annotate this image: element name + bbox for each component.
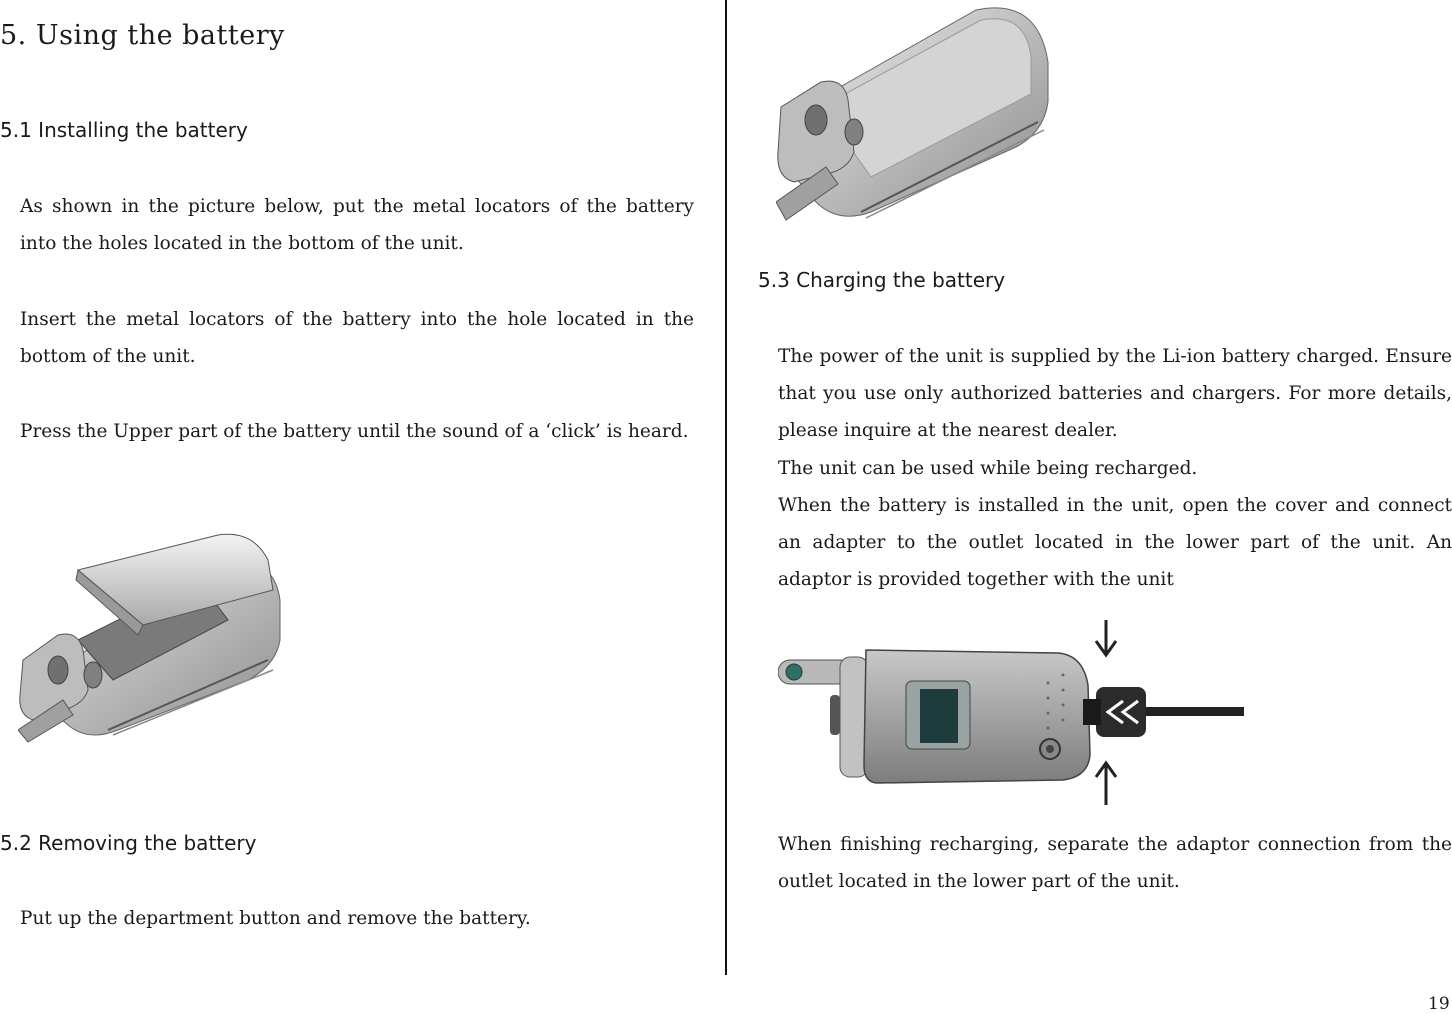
battery-removed-illustration: [776, 2, 1054, 224]
installing-paragraph-3: Press the Upper part of the battery until the sound of a ‘click’ is heard.: [20, 421, 689, 442]
charging-illustration: [778, 615, 1248, 810]
section-heading-installing: 5.1 Installing the battery: [0, 118, 248, 142]
charging-paragraph-3: When the battery is installed in the unit, open the cover and connect an adapter to the outlet located in the lower part of the unit. An adaptor is provided together with the unit: [778, 495, 1452, 590]
section-heading-removing: 5.2 Removing the battery: [0, 831, 257, 855]
page-title: 5. Using the battery: [0, 20, 285, 51]
installing-paragraph-1: As shown in the picture below, put the metal locators of the battery into the holes located in the bottom of the unit.: [20, 196, 694, 254]
battery-install-illustration: [18, 530, 283, 745]
charging-paragraph-2: The unit can be used while being recharged.: [778, 458, 1198, 479]
charging-paragraph-1: The power of the unit is supplied by the Li-ion battery charged. Ensure that you use only authorized batteries and chargers. For more details, please inquire at the nearest dealer.: [778, 346, 1452, 441]
column-divider: [725, 0, 727, 975]
page-number: 19: [1428, 994, 1450, 1014]
installing-paragraph-2: Insert the metal locators of the battery into the hole located in the bottom of the unit.: [20, 309, 694, 367]
section-heading-charging: 5.3 Charging the battery: [758, 268, 1006, 292]
removing-paragraph-1: Put up the department button and remove the battery.: [20, 908, 531, 929]
charging-paragraph-4: When finishing recharging, separate the adaptor connection from the outlet located in the lower part of the unit.: [778, 834, 1452, 892]
